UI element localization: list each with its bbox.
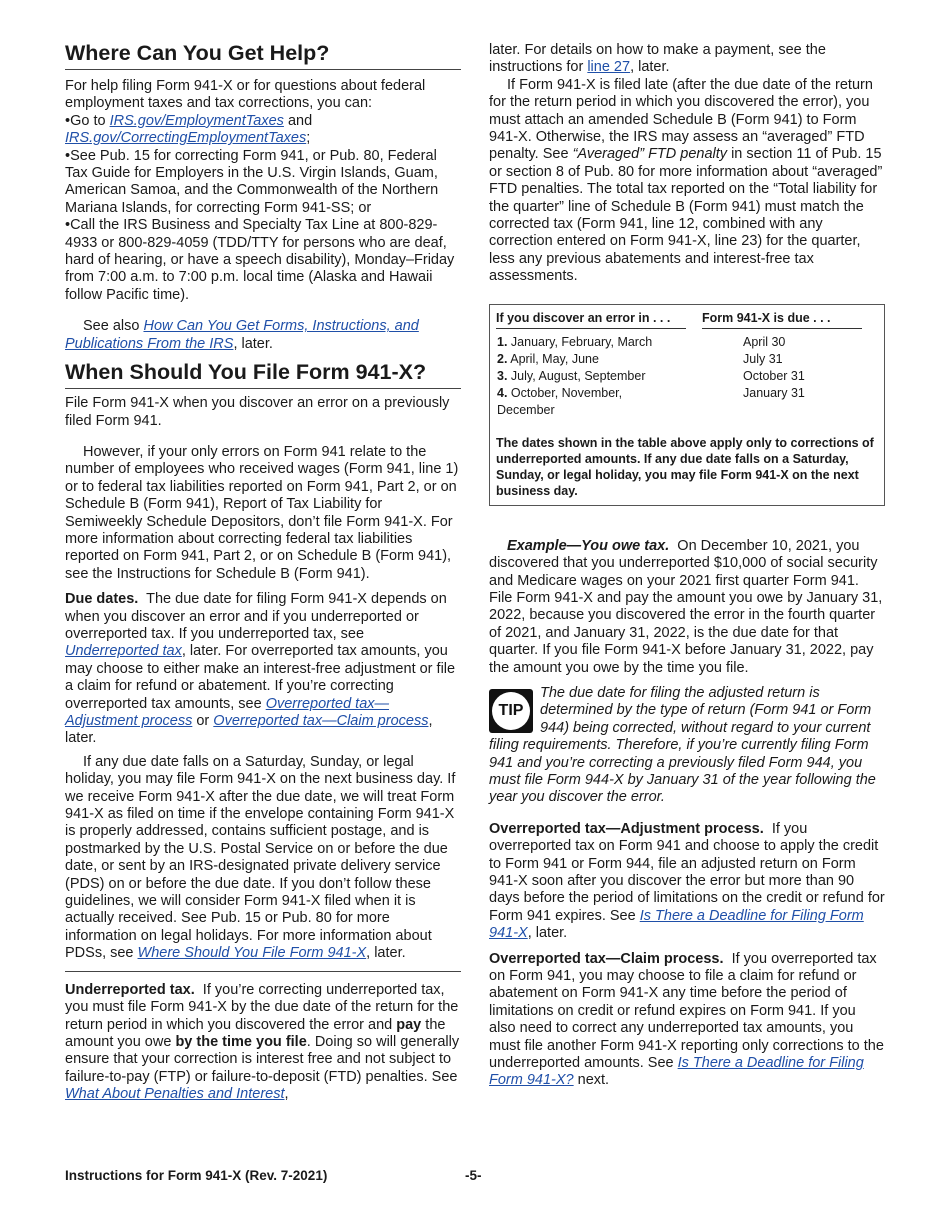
see-also-paragraph: See also How Can You Get Forms, Instructions, and Publications From the IRS, later. — [65, 318, 419, 352]
when-paragraph-1: File Form 941-X when you discover an error on a previously filed Form 941. — [65, 395, 450, 429]
tip-box — [489, 685, 885, 807]
bullet-icon: • — [65, 112, 71, 129]
underreported-paragraph: Underreported tax. If you’re correcting underreported tax, you must file Form 941-X by the due date of the return for the return period in which you discovered the error and pay the amount you owe by the time you file. Doing so will generally ensure that your correction is interest free and not subject to failure-to-pay (FTP) or failure-to-deposit (FTD) penalties. See What About Penalties and Interest, — [65, 971, 461, 1104]
help-bullet-2: •See Pub. 15 for correcting Form 941, or Pub. 80, Federal Tax Guide for Employers in the U.S. Virgin Islands, Guam, American Samoa, and the Commonwealth of the Northern Mariana Islands, for correcting Form 941-SS; or — [65, 147, 439, 216]
deadline-link[interactable]: Is There a Deadline for Filing Form 941-X — [489, 907, 864, 942]
adjustment-process-link[interactable]: Overreported tax—Adjustment process — [65, 695, 390, 729]
example-paragraph: Example—You owe tax. On December 10, 2021, you discovered that you underreported $10,000 of social security and Medicare wages on your 2021 first quarter Form 941. File Form 941-X and pay the amount you owe by January 31, 2022, because you discovered the error in the fourth quarter of 2021, and January 31, 2022, is the due date for that quarter. If you file Form 941-X before January 31, 2022, pay the amount you owe by the time you file. — [489, 537, 883, 676]
table-row: 3. July, August, September October 31 — [497, 368, 805, 383]
bullet-icon: • — [65, 217, 71, 234]
due-date-table — [489, 304, 885, 506]
page-number: -5- — [465, 1168, 482, 1183]
help-intro: For help filing Form 941-X or for questions about federal employment taxes and tax corrections, you can: — [65, 78, 426, 112]
underreported-tax-link[interactable]: Underreported tax — [65, 643, 182, 660]
due-dates-paragraph: Due dates. The due date for filing Form 941-X depends on when you discover an error and if you underreported or overreported tax. If you underreported tax, see Underreported tax, later. For overreported tax amounts, you may choose to either make an interest-free adjustment or file a claim for refund or abatement. If you’re correcting overreported tax amounts, see Overreported tax—Adjustment process or Overreported tax—Claim process, later. — [65, 591, 456, 747]
when-paragraph-2: However, if your only errors on Form 941 relate to the number of employees who received wages (Form 941, line 1) or to federal tax liabilities reported on Form 941, Part 2, or on Schedule B (Form 941), Report of Tax Liability for Semiweekly Schedule Depositors, don’t file Form 941-X. For more information about correcting federal tax liabilities reported on Form 941, Part 2, or on Schedule B (Form 941), see the Instructions for Schedule B (Form 941). — [65, 443, 459, 582]
adjustment-process-paragraph: Overreported tax—Adjustment process. If you overreported tax on Form 941 and choose to apply the credit to Form 941 or Form 944, file an adjusted return on Form 941-X soon after you discover the error but more than 90 days before the period of limitations on the credit or refund for Form 941 expires. See Is There a Deadline for Filing Form 941-X, later. — [489, 820, 885, 942]
table-header-due: Form 941-X is due . . . — [702, 311, 862, 329]
late-filing-paragraph: If Form 941-X is filed late (after the due date of the return for the return period in which you discovered the error), you must attach an amended Schedule B (Form 941) to Form 941-X. Otherwise, the IRS may assess an “averaged” FTD penalty. See “Averaged” FTD penalty in section 11 of Pub. 15 or section 8 of Pub. 80 for more information about “averaged” FTD penalties. The total tax reported on the “Total liability for the quarter” line of Schedule B (Form 941) must match the corrected tax (Form 941, line 12, combined with any correction entered on Form 941-X, line 23) for the quarter, less any previous abatements and interest-free tax assessments. — [489, 76, 883, 285]
tip-icon: TIP — [489, 689, 533, 733]
table-row: 4. October, November, December January 31 — [497, 385, 805, 417]
help-bullet-3: •Call the IRS Business and Specialty Tax Line at 800-829-4933 or 800-829-4059 (TDD/TTY for persons who are deaf, hard of hearing, or have a speech disability), Monday–Friday from 7:00 a.m. to 7:00 p.m. local time (Alaska and Hawaii follow Pacific time). — [65, 217, 455, 303]
table-row: 2. April, May, June July 31 — [497, 351, 783, 366]
tip-text: The due date for filing the adjusted return is determined by the type of return (Form 941 or Form 944) being corrected, without regard to your current filing requirements. Therefore, if you’re currently filing Form 941 and you’re correcting a previously filed Form 944, you must file Form 944-X by January 31 of the year following the year you discover the error. — [489, 684, 876, 806]
payment-continuation: later. For details on how to make a payment, see the instructions for line 27, later. — [489, 42, 826, 76]
table-row: 1. January, February, March April 30 — [497, 334, 786, 349]
forms-publications-link[interactable]: How Can You Get Forms, Instructions, and Publications From the IRS — [65, 318, 419, 352]
footer-title: Instructions for Form 941-X (Rev. 7-2021) — [65, 1168, 328, 1183]
table-body — [496, 334, 878, 419]
irs-employment-taxes-link[interactable]: IRS.gov/EmploymentTaxes — [109, 112, 284, 129]
help-bullet-1: •Go to IRS.gov/EmploymentTaxes and IRS.gov/CorrectingEmploymentTaxes; — [65, 112, 313, 147]
claim-process-paragraph: Overreported tax—Claim process. If you overreported tax on Form 941, you may choose to file a claim for refund or abatement on Form 941-X any time before the period of limitations on credit or refund expires on Form 941. If you also need to correct any underreported tax amounts, you must file another Form 941-X reporting only corrections to the underreported amounts. See Is There a Deadline for Filing Form 941-X? next. — [489, 950, 884, 1089]
page-footer — [65, 1168, 885, 1183]
right-column — [489, 42, 885, 1090]
deadline-link-2[interactable]: Is There a Deadline for Filing Form 941-X? — [489, 1055, 864, 1089]
bullet-icon: • — [65, 147, 71, 164]
claim-process-link[interactable]: Overreported tax—Claim process — [213, 713, 429, 729]
line-27-link[interactable]: line 27 — [587, 59, 631, 76]
help-heading: Where Can You Get Help? — [65, 40, 461, 70]
left-column — [65, 40, 461, 1104]
irs-correcting-taxes-link[interactable]: IRS.gov/CorrectingEmploymentTaxes — [65, 130, 307, 147]
table-header — [496, 311, 878, 329]
penalties-interest-link[interactable]: What About Penalties and Interest — [65, 1086, 285, 1103]
table-note: The dates shown in the table above apply only to corrections of underreported amounts. If any due date falls on a Saturday, Sunday, or legal holiday, you may file Form 941-X on the next business day. — [496, 435, 874, 498]
holiday-paragraph: If any due date falls on a Saturday, Sunday, or legal holiday, you may file Form 941-X on the next business day. If we receive Form 941-X after the due date, we will treat Form 941-X as filed on time if the envelope containing Form 941-X is properly addressed, contains sufficient postage, and is postmarked by the U.S. Postal Service on or before the due date, or sent by an IRS-designated private delivery service (PDS) on or before the due date. If you don’t follow these guidelines, we will consider Form 941-X filed when it is actually received. See Pub. 15 or Pub. 80 for more information on legal holidays. For more information about PDSs, see Where Should You File Form 941-X, later. — [65, 753, 456, 962]
table-header-period: If you discover an error in . . . — [496, 311, 686, 329]
where-file-link[interactable]: Where Should You File Form 941-X — [137, 945, 367, 962]
when-heading: When Should You File Form 941-X? — [65, 359, 461, 389]
